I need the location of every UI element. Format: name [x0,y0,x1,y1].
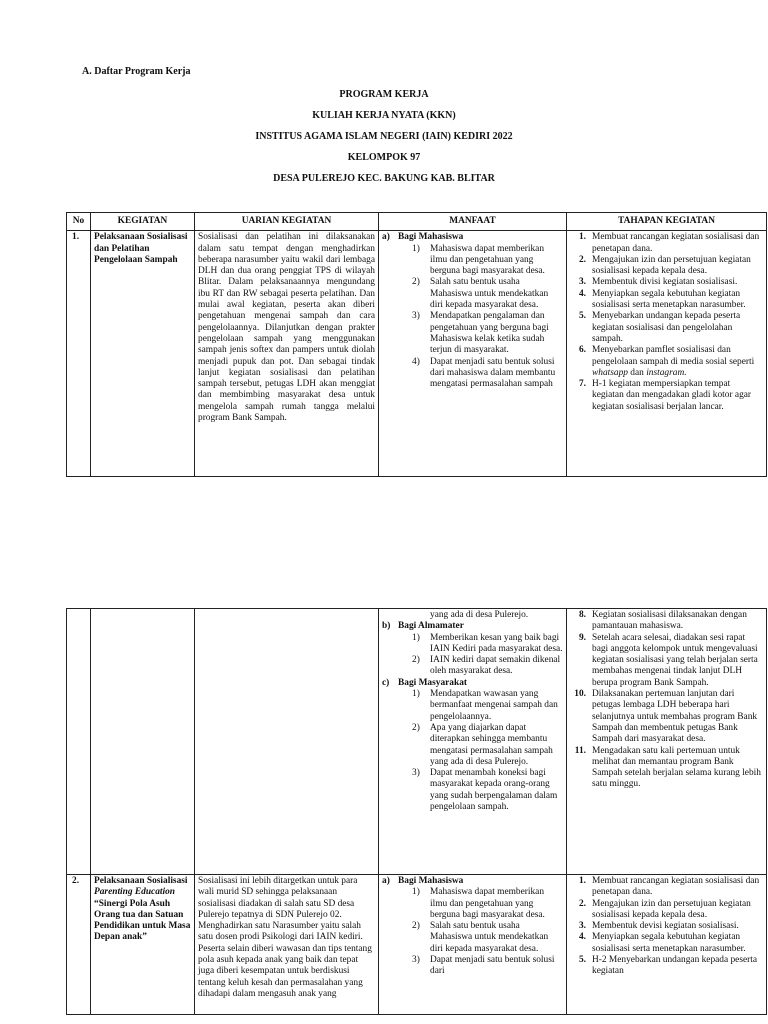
list-item: 8. Kegiatan sosialisasi dilaksanakan dengan pamantauan mahasiswa. [578,610,747,632]
kegiatan-cell: Pelaksanaan Sosialisasi dan Pelatihan Pengelolaan Sampah [91,231,195,477]
manfaat-list [382,887,563,977]
manfaat-list [382,633,563,678]
header-no: No [67,213,91,231]
tahapan-list [570,610,763,791]
uraian-cell: Sosialisasi ini lebih ditargetkan untuk para wali murid SD sehingga pelaksanaan sosialisasi diadakan di salah satu SD desa Pulerejo tepatnya di SDN Pulerejo 02. Menghadirkan satu Narasumber yaitu salah satu dosen prodi Psikologi dari IAIN kediri. Peserta selain diberi wawasan dan tips tentang pola asuh kepada anak yang baik dan tepat juga diberi kesempatan untuk berdiskusi tentang keluh kesah dan permasalahan yang dihadapi dalam mengasuh anak yang [195,875,379,1015]
tahapan-cell [567,875,767,1015]
list-item: 7. H-1 kegiatan mempersiapkan tempat kegiatan dan mengadakan gladi kotor agar kegiatan sosialisasi berjalan lancar. [578,379,752,412]
list-item: 3. Membentuk divisi kegiatan sosialisasi. [578,277,738,288]
kegiatan-cell: Pelaksanaan Sosialisasi Parenting Education “Sinergi Pola Asuh Orang tua dan Satuan Pendidikan untuk Masa Depan anak” [91,875,195,1015]
tahapan-cell [567,609,767,875]
uraian-cell [195,609,379,875]
tahapan-cell [567,231,767,477]
row-number: 1. [67,231,91,477]
list-item: 9. Setelah acara selesai, diadakan sesi rapat bagi anggota kelompok untuk mengevaluasi kegiatan sosialisasi yang telah berjalan serta membahas mengenai tindak lanjut DLH berupa program Bank Sampah. [578,632,758,688]
manfaat-cell [379,609,567,875]
program-table-part-2 [66,608,767,1015]
manfaat-section-title: a) Bagi Mahasiswa [382,876,464,886]
manfaat-section-title: c) Bagi Masyarakat [382,677,468,688]
list-item: 4. Menyiapkan segala kebutuhan kegiatan sosialisasi serta menetapkan narasumber. [578,288,746,311]
header-uraian: UARIAN KEGIATAN [195,213,379,231]
header-manfaat: MANFAAT [379,213,567,231]
row-number [67,609,91,875]
list-item: 2) Apa yang diajarkan dapat diterapkan sehingga membantu mengatasi permasalahan sampah yang ada di desa Pulerejo. [412,722,553,767]
section-heading: A. Daftar Program Kerja [82,66,191,77]
title-line-3: INSTITUS AGAMA ISLAM NEGERI (IAIN) KEDIRI 2022 [255,131,513,142]
list-item: 2) IAIN kediri dapat semakin dikenal oleh masyarakat desa. [412,655,561,677]
list-item: 1. Membuat rancangan kegiatan sosialisasi dan penetapan dana. [578,232,760,254]
kegiatan-cell [91,609,195,875]
list-item: 4) Dapat menjadi satu bentuk solusi dari mahasiswa dalam membantu mengatasi permasalahan sampah [412,356,556,390]
row-number: 2. [67,875,91,1015]
program-table-part-1 [66,212,767,477]
list-item: 11. Mengadakan satu kali pertemuan untuk melihat dan memantau program Bank Sampah setelah berjalan selama kurang lebih satu minggu. [574,745,761,790]
table-row [67,609,767,875]
manfaat-cell [379,231,567,477]
list-item: 1. Membuat rancangan kegiatan sosialisasi dan penetapan dana. [578,876,760,898]
list-item: 2) Salah satu bentuk usaha Mahasiswa untuk mendekatkan diri kepada masyarakat desa. [412,921,549,954]
table-header-row [67,213,767,231]
tahapan-list [570,876,763,978]
uraian-cell: Sosialisasi dan pelatihan ini dilaksanakan dalam satu tempat dengan menghadirkan beberapa narasumber yaitu wakil dari lembaga DLH dan dua orang penggiat TPS di wilayah Blitar. Dalam pelaksanaannya mengundang ibu RT dan RW sebagai peserta pelatihan. Dan mulai awal kegiatan, peserta akan diberi pengetahuan mengenai sampah dan cara pengelolaannya. Dilanjutkan dengan prakter pengelolaan sampah yang menggunakan sampah jenis softex dan pampers untuk diolah menjadi pupuk dan pot. Dan sebagai tindak lanjut kegiatan sosialisasi dan pelatihan sampah tersebut, petugas LDH akan menggiat dan membimbing masyarakat desa untuk mengelola sampah rumah tangga melalui program Bank Sampah. [195,231,379,477]
list-item: 3. Membentuk devisi kegiatan sosialisasi. [578,921,739,932]
list-item: 3) Dapat menambah koneksi bagi masyarakat kepada orang-orang yang sudah berpengalaman dalam pengelolaan sampah. [412,768,558,813]
list-item: 10. Dilaksanakan pertemuan lanjutan dari petugas lembaga LDH beberapa hari selanjutnya untuk membahas program Bank Sampah dan membentuk petugas Bank Sampah dari masyarakat desa. [574,689,758,745]
title-line-1: PROGRAM KERJA [339,89,429,100]
list-item: 4. Menyiapkan segala kebutuhan kegiatan sosialisasi serta menetapkan narasumber. [578,932,746,954]
header-tahapan: TAHAPAN KEGIATAN [567,213,767,231]
tahapan-list [570,232,763,413]
manfaat-list [382,689,563,813]
list-item: 5. H-2 Menyebarkan undangan kepada peserta kegiatan [578,955,758,977]
manfaat-section-title: b) Bagi Almamater [382,621,464,632]
list-item: 1) Mahasiswa dapat memberikan ilmu dan pengetahuan yang berguna bagi masyarakat desa. [412,887,545,920]
table-row [67,231,767,477]
manfaat-section-title: a) Bagi Mahasiswa [382,232,464,243]
manfaat-cell [379,875,567,1015]
list-item: 5. Menyebarkan undangan kepada peserta kegiatan sosialisasi dan pengelolahan sampah. [578,311,741,344]
list-item: 1) Mendapatkan wawasan yang bermanfaat mengenai sampah dan pengelolaannya. [412,689,558,722]
list-item: 2. Mengajukan izin dan persetujuan kegiatan sosialisasi kepada kepala desa. [578,254,751,277]
title-line-2: KULIAH KERJA NYATA (KKN) [312,110,456,121]
header-kegiatan: KEGIATAN [91,213,195,231]
list-item: 2) Salah satu bentuk usaha Mahasiswa untuk mendekatkan diri kepada masyarakat desa. [412,277,549,311]
document-title [0,84,768,189]
list-item: 6. Menyebarkan pamflet sosialisasi dan pengelolaan sampah di media sosial seperti whatsapp dan instagram. [578,345,755,378]
list-item: 3) Dapat menjadi satu bentuk solusi dari [412,955,555,977]
title-line-5: DESA PULEREJO KEC. BAKUNG KAB. BLITAR [273,173,495,184]
list-item: 1) Mahasiswa dapat memberikan ilmu dan pengetahuan yang berguna bagi masyarakat desa. [412,243,545,277]
list-item: 1) Memberikan kesan yang baik bagi IAIN Kediri pada masyarakat desa. [412,632,563,654]
title-line-4: KELOMPOK 97 [347,152,421,163]
manfaat-continuation: yang ada di desa Pulerejo. [430,610,529,620]
list-item: 2. Mengajukan izin dan persetujuan kegiatan sosialisasi kepada kepala desa. [578,898,751,920]
table-row [67,875,767,1015]
list-item: 3) Mendapatkan pengalaman dan pengetahuan yang berguna bagi Mahasiswa kelak ketika sudah terjun di masyarakat. [412,311,549,356]
manfaat-list [382,244,563,391]
